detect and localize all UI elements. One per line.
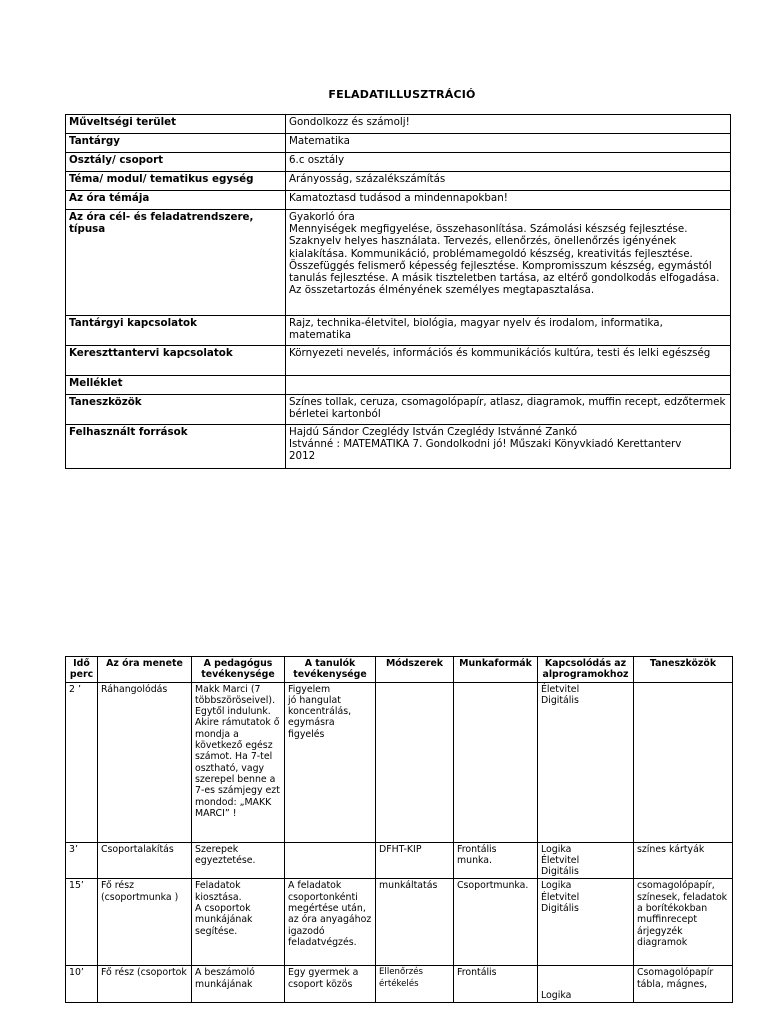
lesson-cell: Frontális munka. <box>454 842 538 879</box>
lesson-cell: Csoportmunka. <box>454 879 538 966</box>
column-header: Munkaformák <box>454 657 538 683</box>
column-header: Idő perc <box>66 657 98 683</box>
lesson-header-row <box>66 657 733 683</box>
info-row <box>66 376 731 395</box>
info-table <box>65 114 731 469</box>
info-value: Környezeti nevelés, információs és kommunikációs kultúra, testi és lelki egészség <box>286 346 731 376</box>
lesson-cell: 15’ <box>66 879 98 966</box>
lesson-cell <box>376 682 454 842</box>
lesson-row <box>66 842 733 879</box>
info-row <box>66 210 731 316</box>
info-label: Melléklet <box>66 376 286 395</box>
lesson-cell: színes kártyák <box>634 842 733 879</box>
info-label: Műveltségi terület <box>66 115 286 134</box>
info-label: Az óra témája <box>66 191 286 210</box>
lesson-cell: munkáltatás <box>376 879 454 966</box>
column-header: Taneszközök <box>634 657 733 683</box>
lesson-cell <box>634 682 733 842</box>
info-row <box>66 346 731 376</box>
lesson-cell: Logika Életvitel Digitális <box>538 879 634 966</box>
lesson-cell <box>285 842 376 879</box>
lesson-cell: 2 ’ <box>66 682 98 842</box>
info-value: Rajz, technika-életvitel, biológia, magyar nyelv és irodalom, informatika, matematika <box>286 316 731 346</box>
lesson-cell: DFHT-KIP <box>376 842 454 879</box>
lesson-cell: Ráhangolódás <box>98 682 192 842</box>
lesson-cell: Feladatok kiosztása. A csoportok munkájának segítése. <box>192 879 285 966</box>
info-value <box>286 376 731 395</box>
info-value: 6.c osztály <box>286 153 731 172</box>
info-row <box>66 115 731 134</box>
info-label: Taneszközök <box>66 395 286 425</box>
info-value: Gyakorló óra Mennyiségek megfigyelése, összehasonlítása. Számolási készség fejlesztése. Szaknyelv helyes használata. Tervezés, ellenőrzés, önellenőrzés igényének kialakítása. Kommunikáció, problémamegoldó készség, kreativitás fejlesztése. Összefüggés felismerő képesség fejlesztése. Kompromisszum készség, egymástól tanulás fejlesztése. A másik tiszteletben tartása, az eltérő gondolkodás elfogadása. Az összetartozás élményének személyes megtapasztalása. <box>286 210 731 316</box>
column-header: Módszerek <box>376 657 454 683</box>
lesson-cell: Csomagolópapír tábla, mágnes, <box>634 966 733 1003</box>
info-row <box>66 172 731 191</box>
lesson-cell: A feladatok csoportonkénti megértése után, az óra anyagához igazodó feladatvégzés. <box>285 879 376 966</box>
lesson-cell: csomagolópapír, színesek, feladatok a borítékokban muffinrecept árjegyzék diagramok <box>634 879 733 966</box>
column-header: Az óra menete <box>98 657 192 683</box>
info-row <box>66 425 731 469</box>
lesson-row <box>66 966 733 1003</box>
lesson-cell: Figyelem jó hangulat koncentrálás, egymásra figyelés <box>285 682 376 842</box>
info-label: Felhasznált források <box>66 425 286 469</box>
lesson-cell: Fő rész (csoportmunka ) <box>98 879 192 966</box>
lesson-cell: Életvitel Digitális <box>538 682 634 842</box>
lesson-row <box>66 879 733 966</box>
info-value: Arányosság, százalékszámítás <box>286 172 731 191</box>
lesson-cell: Csoportalakítás <box>98 842 192 879</box>
info-row <box>66 153 731 172</box>
lesson-cell: A beszámoló munkájának <box>192 966 285 1003</box>
lesson-row <box>66 682 733 842</box>
info-label: Osztály/ csoport <box>66 153 286 172</box>
lesson-cell: Fő rész (csoportok <box>98 966 192 1003</box>
lesson-cell: Szerepek egyeztetése. <box>192 842 285 879</box>
column-header: A pedagógus tevékenysége <box>192 657 285 683</box>
lesson-cell: Logika Életvitel Digitális <box>538 842 634 879</box>
info-label: Tantárgy <box>66 134 286 153</box>
info-value: Színes tollak, ceruza, csomagolópapír, atlasz, diagramok, muffin recept, edzőtermek bérletei kartonból <box>286 395 731 425</box>
lesson-cell: 3’ <box>66 842 98 879</box>
lesson-cell: Makk Marci (7 többszöröseivel). Egytől indulunk. Akire rámutatok ő mondja a következő egész számot. Ha 7-tel osztható, vagy szerepel benne a 7-es számjegy ezt mondod: „MAKK MARCI” ! <box>192 682 285 842</box>
info-label: Téma/ modul/ tematikus egység <box>66 172 286 191</box>
page-title: FELADATILLUSZTRÁCIÓ <box>328 88 476 101</box>
info-row <box>66 395 731 425</box>
info-label: Kereszttantervi kapcsolatok <box>66 346 286 376</box>
lesson-cell: 10’ <box>66 966 98 1003</box>
lesson-cell: Logika <box>538 966 634 1003</box>
column-header: A tanulók tevékenysége <box>285 657 376 683</box>
info-value: Kamatoztasd tudásod a mindennapokban! <box>286 191 731 210</box>
info-value: Gondolkozz és számolj! <box>286 115 731 134</box>
lesson-cell: Frontális <box>454 966 538 1003</box>
column-header: Kapcsolódás az alprogramokhoz <box>538 657 634 683</box>
info-row <box>66 134 731 153</box>
info-value: Matematika <box>286 134 731 153</box>
lesson-plan-table <box>65 656 733 1003</box>
lesson-cell: Ellenőrzés értékelés <box>376 966 454 1003</box>
info-row <box>66 191 731 210</box>
info-label: Az óra cél- és feladatrendszere, típusa <box>66 210 286 316</box>
info-label: Tantárgyi kapcsolatok <box>66 316 286 346</box>
info-value: Hajdú Sándor Czeglédy István Czeglédy Istvánné Zankó Istvánné : MATEMATIKA 7. Gondolkodni jó! Műszaki Könyvkiadó Kerettanterv 2012 <box>286 425 731 469</box>
lesson-cell <box>454 682 538 842</box>
info-row <box>66 316 731 346</box>
lesson-cell: Egy gyermek a csoport közös <box>285 966 376 1003</box>
